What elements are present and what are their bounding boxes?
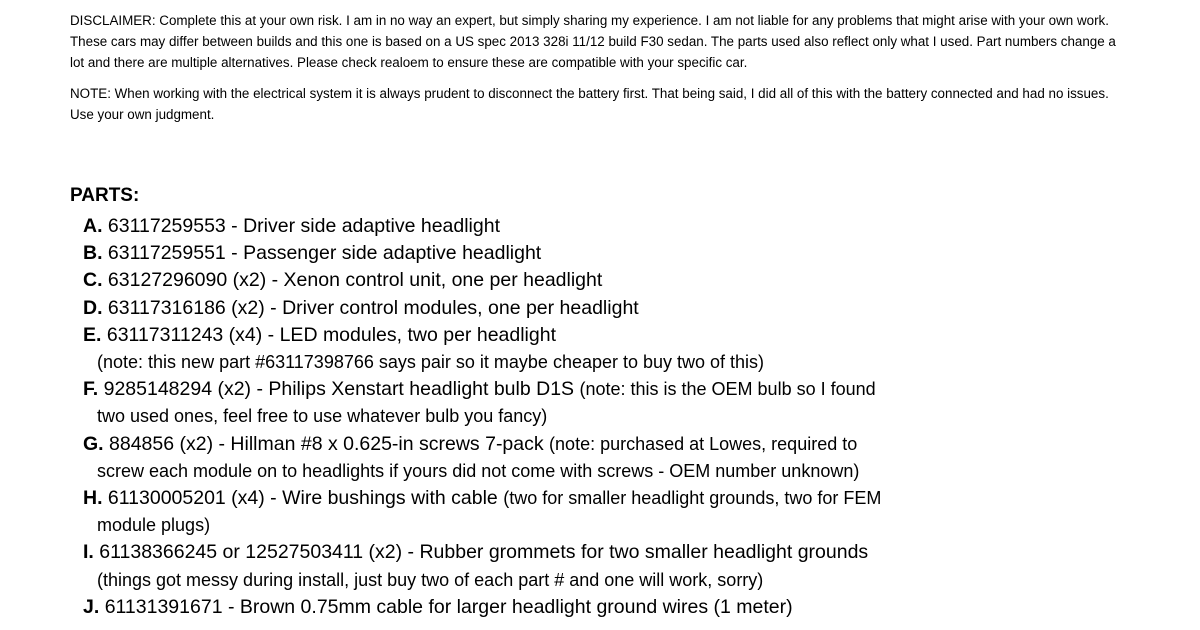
part-letter: J. — [83, 595, 100, 618]
part-text: 63117311243 (x4) - LED modules, two per headlight — [106, 323, 556, 346]
part-item-b — [70, 240, 1150, 267]
part-item-c — [70, 267, 1150, 294]
part-aside: (two for smaller headlight grounds, two for FEM — [503, 488, 882, 509]
part-letter: G. — [83, 432, 104, 455]
part-item-h — [70, 485, 1150, 512]
part-text: 61131391671 - Brown 0.75mm cable for larger headlight ground wires (1 meter) — [104, 595, 793, 618]
document-body — [70, 10, 1130, 618]
part-note-h: module plugs) — [97, 515, 211, 536]
part-text: 63117316186 (x2) - Driver control modules, one per headlight — [107, 296, 639, 319]
part-text: 63127296090 (x2) - Xenon control unit, one per headlight — [107, 269, 603, 292]
part-text: 63117259553 - Driver side adaptive headlight — [107, 215, 500, 237]
part-aside: (note: this is the OEM bulb so I found — [579, 379, 876, 400]
part-letter: B. — [83, 242, 103, 265]
parts-heading: PARTS: — [70, 185, 140, 206]
part-note-e: (note: this new part #63117398766 says pair so it maybe cheaper to buy two of this) — [97, 352, 765, 373]
part-letter: I. — [83, 541, 94, 564]
part-note-g: screw each module on to headlights if yours did not come with screws - OEM number unknown) — [97, 460, 860, 481]
part-letter: C. — [83, 269, 103, 292]
part-item-d — [70, 295, 1150, 322]
part-aside: (note: purchased at Lowes, required to — [549, 433, 858, 454]
part-item-a — [70, 213, 1150, 240]
part-item-g — [70, 431, 1150, 458]
note-text: NOTE: When working with the electrical system it is always prudent to disconnect the battery first. That being said, I did all of this with the battery connected and had no issues. Use your own judgment. — [70, 86, 1109, 122]
part-text: 61138366245 or 12527503411 (x2) - Rubber grommets for two smaller headlight grounds — [99, 541, 869, 564]
part-note-f: two used ones, feel free to use whatever bulb you fancy) — [97, 406, 548, 427]
part-item-i — [70, 539, 1150, 566]
part-text: 884856 (x2) - Hillman #8 x 0.625-in screws 7-pack — [109, 432, 544, 455]
part-item-f — [70, 376, 1150, 403]
part-letter: H. — [83, 487, 103, 510]
part-letter: A. — [83, 215, 103, 237]
part-text: 9285148294 (x2) - Philips Xenstart headlight bulb D1S — [103, 378, 575, 401]
part-text: 63117259551 - Passenger side adaptive headlight — [107, 242, 542, 265]
part-text: 61130005201 (x4) - Wire bushings with cable — [107, 487, 498, 510]
part-letter: E. — [83, 323, 102, 346]
part-note-i: (things got messy during install, just buy two of each part # and one will work, sorry) — [97, 569, 764, 590]
part-item-e — [70, 322, 1150, 349]
disclaimer-text: DISCLAIMER: Complete this at your own risk. I am in no way an expert, but simply sharing my experience. I am not liable for any problems that might arise with your own work. These cars may differ between builds and this one is based on a US spec 2013 328i 11/12 build F30 sedan. The parts used also reflect only what I used. Part numbers change a lot and there are multiple alternatives. Please check realoem to ensure these are compatible with your specific car. — [70, 13, 1116, 70]
part-letter: F. — [83, 378, 99, 401]
parts-list — [70, 213, 1150, 621]
part-letter: D. — [83, 296, 103, 319]
part-item-j — [70, 594, 1150, 621]
